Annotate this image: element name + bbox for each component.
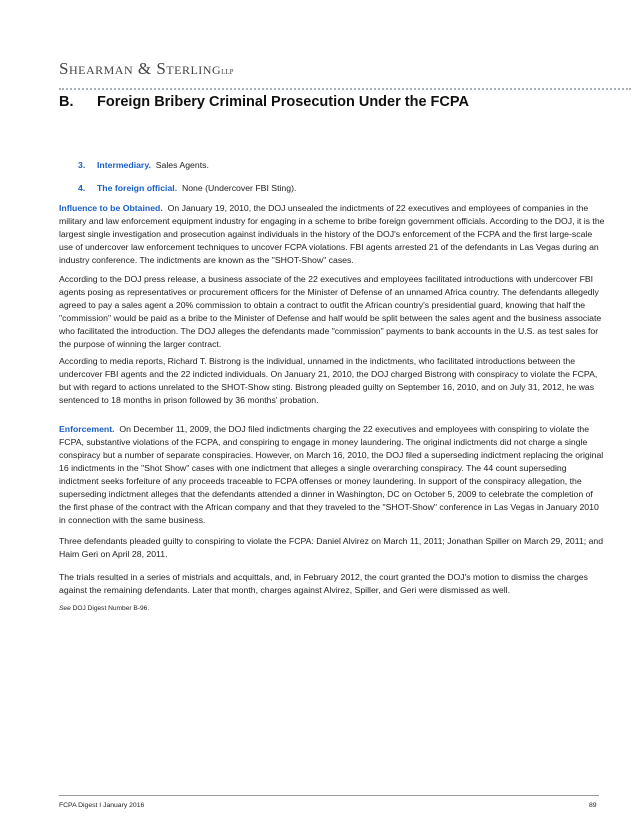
paragraph: According to the DOJ press release, a business associate of the 22 executives and employees facilitated introductions with undercover FBI agents posing as representatives or procurement officers for the Minister of Defense of an unnamed Africa country. The defendants allegedly agreed to pay a sales agent a 20% commission to obtain a contract to outfit the African country's presidential guard, knowing that half the "commission" would be paid as a bribe to the Minister of Defense and half would be split between the sales agent and the business associate who facilitated the introduction. The DOJ alleges the defendants made "commission" payments to bank accounts in the U.S. as test sales for the purpose of winning the larger contract.: [59, 273, 602, 349]
header-divider: [59, 88, 631, 90]
paragraph-enforcement: Enforcement. On December 11, 2009, the DOJ filed indictments charging the 22 executives and employees with conspiring to violate the FCPA, substantive violations of the FCPA, and conspiring to engage in money laundering. The original indictments did not charge a single conspiracy but a number of separate conspiracies. However, on March 16, 2010, the DOJ filed a superseding indictment replacing the original 16 indictments in the "Shot Show" cases with one indictment that alleges a single overarching conspiracy. The 44 count superseding indictment seeks forfeiture of any proceeds traceable to FCPA offenses or money laundering. In support of the conspiracy allegation, the superseding indictment alleges that the defendants attended a dinner in Washington, DC on October 5, 2009 to celebrate the completion of the first phase of the contract with the African company and that they traveled to the "SHOT-Show" conference in Las Vegas in January 2010 in connection with the same business.: [59, 423, 604, 525]
section-title: Foreign Bribery Criminal Prosecution Under the FCPA: [97, 94, 469, 110]
footer-divider: [59, 795, 599, 796]
paragraph: Three defendants pleaded guilty to conspiring to violate the FCPA: Daniel Alvirez on March 11, 2011; Jonathan Spiller on March 29, 2011; and Haim Geri on April 28, 2011.: [59, 535, 604, 559]
page-number: 89: [589, 802, 597, 809]
paragraph: According to media reports, Richard T. Bistrong is the individual, unnamed in the indictments, who facilitated introductions between the undercover FBI agents and the 22 indicted individuals. On January 21, 2010, the DOJ charged Bistrong with conspiracy to violate the FCPA, but with regard to actions unrelated to the SHOT-Show sting. Bistrong pleaded guilty on September 16, 2010, and on July 31, 2012, he was sentenced to 18 months in prison followed by 36 months' probation.: [59, 355, 598, 405]
paragraph: The trials resulted in a series of mistrials and acquittals, and, in February 2012, the court granted the DOJ's motion to dismiss the charges against the remaining defendants. Later that month, charges against Alvirez, Spiller, and Geri were dismissed as well.: [59, 571, 588, 595]
list-item: 4. The foreign official. None (Undercover FBI Sting).: [78, 183, 297, 193]
footer-title: FCPA Digest I January 2016: [59, 802, 145, 809]
list-item: 3. Intermediary. Sales Agents.: [78, 160, 209, 170]
section-letter: B.: [59, 94, 74, 110]
firm-logo: Shearman & SterlingLLP: [59, 59, 234, 78]
see-reference: See DOJ Digest Number B-96.: [59, 604, 150, 612]
paragraph-influence: Influence to be Obtained. On January 19, 2010, the DOJ unsealed the indictments of 22 executives and employees of companies in the military and law enforcement equipment industry for engaging in a scheme to bribe foreign government officials. According to the DOJ, it is the largest single investigation and prosecution against individuals in the history of the DOJ's enforcement of the FCPA and the first large-scale use of undercover law enforcement techniques to uncover FCPA violations. FBI agents arrested 21 of the defendants in Las Vegas during an industry conference. The indictments are known as the "SHOT-Show" cases.: [59, 202, 605, 265]
